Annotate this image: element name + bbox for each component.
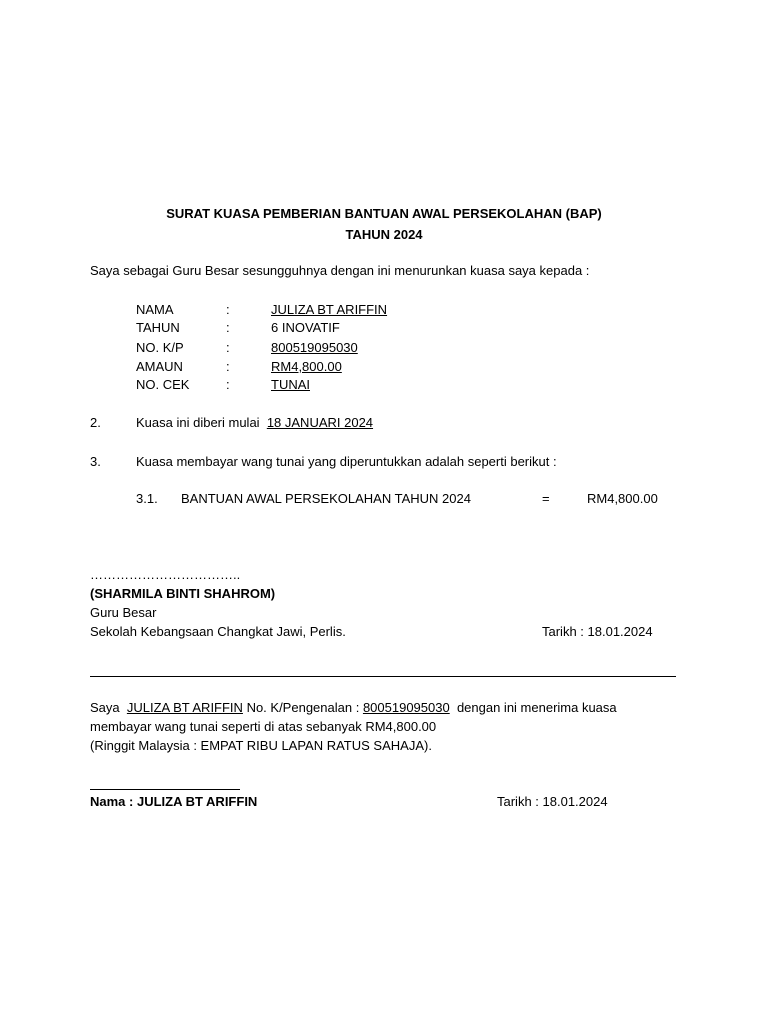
detail-value-amaun: RM4,800.00 (271, 359, 342, 374)
signatory-date: Tarikh : 18.01.2024 (542, 624, 653, 639)
detail-value-nama: JULIZA BT ARIFFIN (271, 302, 388, 317)
item-3-1-description: BANTUAN AWAL PERSEKOLAHAN TAHUN 2024 (181, 491, 471, 506)
receipt-kp-label: No. K/Pengenalan : (246, 700, 360, 715)
detail-value-kp: 800519095030 (271, 340, 358, 355)
receipt-line-1-rest: dengan ini menerima kuasa (456, 700, 617, 715)
item-2-label: Kuasa ini diberi mulai (136, 415, 260, 430)
detail-separator: : (226, 340, 230, 355)
divider-line (90, 676, 676, 677)
detail-label-amaun: AMAUN (136, 359, 183, 374)
detail-value-tahun: 6 INOVATIF (271, 320, 340, 335)
detail-value-cek: TUNAI (271, 377, 310, 392)
detail-label-tahun: TAHUN (136, 320, 180, 335)
signatory-position: Guru Besar (90, 605, 157, 620)
document-subtitle-year: TAHUN 2024 (345, 227, 423, 242)
item-2-text (136, 415, 373, 431)
detail-label-cek: NO. CEK (136, 377, 190, 392)
item-3-1-number: 3.1. (136, 491, 158, 506)
signatory-name: (SHARMILA BINTI SHAHROM) (90, 586, 276, 601)
recipient-date: Tarikh : 18.01.2024 (497, 794, 608, 809)
signatory-school: Sekolah Kebangsaan Changkat Jawi, Perlis. (90, 624, 346, 639)
item-2-number: 2. (90, 415, 101, 430)
receipt-line-2: membayar wang tunai seperti di atas sebanyak RM4,800.00 (90, 719, 437, 734)
intro-paragraph: Saya sebagai Guru Besar sesungguhnya dengan ini menurunkan kuasa saya kepada : (90, 263, 590, 278)
recipient-name: Nama : JULIZA BT ARIFFIN (90, 794, 258, 809)
receipt-line-3: (Ringgit Malaysia : EMPAT RIBU LAPAN RATUS SAHAJA). (90, 738, 432, 753)
item-3-text: Kuasa membayar wang tunai yang diperuntukkan adalah seperti berikut : (136, 454, 557, 469)
detail-label-nama: NAMA (136, 302, 174, 317)
detail-separator: : (226, 359, 230, 374)
receipt-name: JULIZA BT ARIFFIN (126, 700, 243, 715)
item-3-1-amount: RM4,800.00 (587, 491, 658, 506)
item-2-date: 18 JANUARI 2024 (266, 415, 374, 430)
receipt-kp: 800519095030 (362, 700, 450, 715)
recipient-signature-line (90, 789, 240, 790)
receipt-saya: Saya (90, 700, 120, 715)
item-3-number: 3. (90, 454, 101, 469)
document-title: SURAT KUASA PEMBERIAN BANTUAN AWAL PERSEKOLAHAN (BAP) (166, 206, 602, 221)
detail-separator: : (226, 320, 230, 335)
signature-dots: …………………………….. (90, 567, 241, 582)
item-3-1-equals: = (542, 491, 550, 506)
detail-separator: : (226, 377, 230, 392)
receipt-line-1 (90, 700, 617, 716)
detail-label-kp: NO. K/P (136, 340, 184, 355)
detail-separator: : (226, 302, 230, 317)
